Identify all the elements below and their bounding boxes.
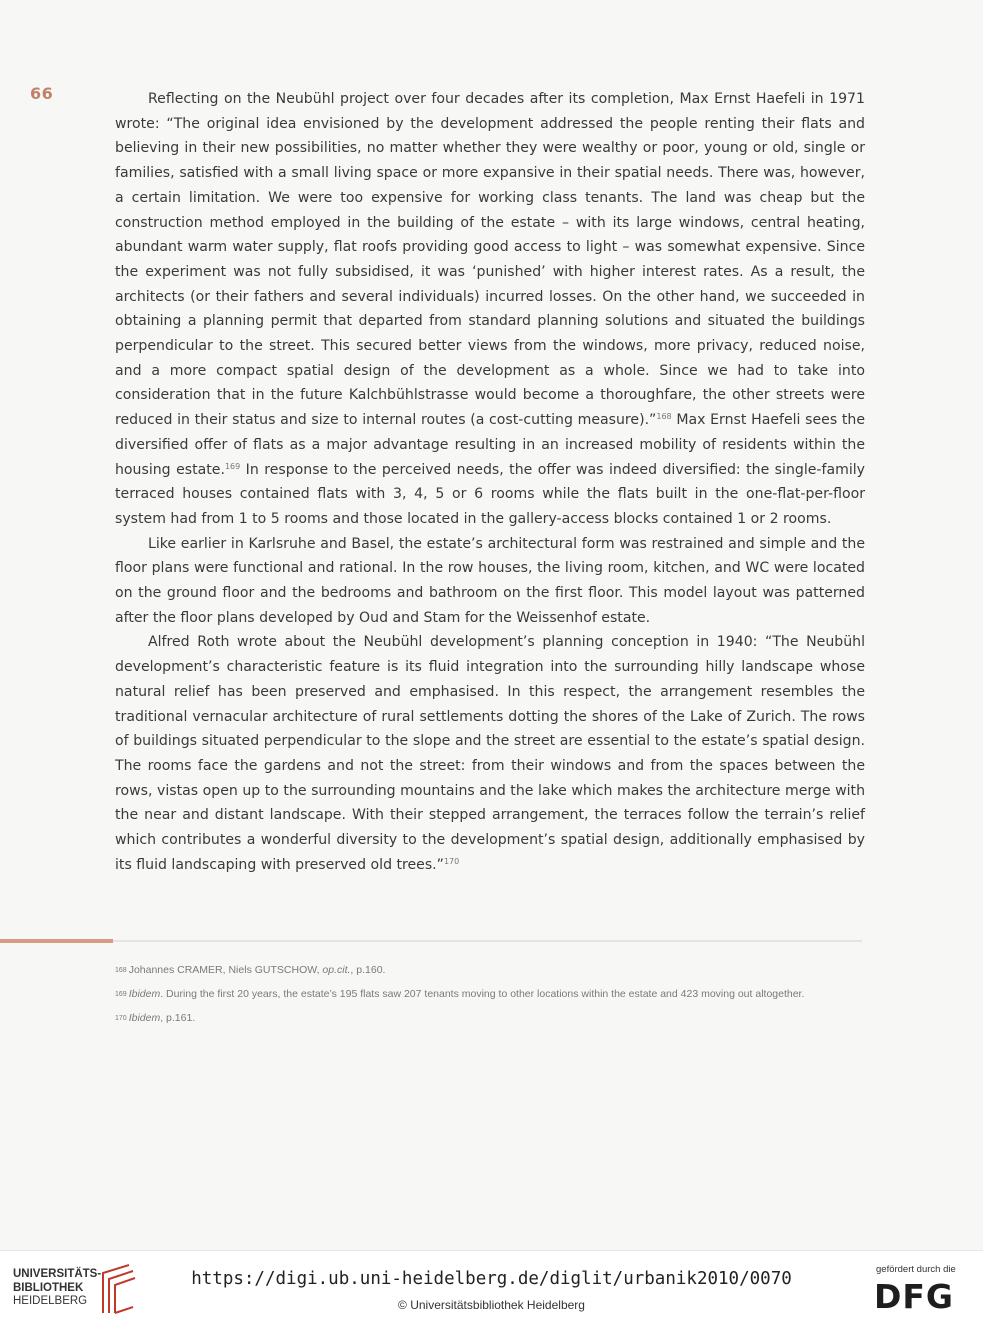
paragraph-1	[115, 87, 865, 532]
footnotes	[115, 962, 865, 1034]
page-number: 66	[30, 84, 54, 103]
footnote-separator	[0, 939, 862, 943]
library-line-2: BIBLIOTHEK	[13, 1281, 84, 1294]
body-text-run: In response to the perceived needs, the offer was indeed diversified: the single-family terraced houses contained flats with 3, 4, 5 or 6 rooms while the flats built in the one-flat-per-floor system had from 1 to 5 rooms and those located in the gallery-access blocks contained 1 or 2 rooms.	[115, 461, 865, 527]
footnote-reference[interactable]: 170	[443, 856, 460, 866]
footnote-text: , p.160.	[350, 964, 386, 976]
footnote-text: Ibidem	[128, 1012, 161, 1024]
copyright-notice: © Universitätsbibliothek Heidelberg	[398, 1298, 585, 1312]
footnote-170	[115, 1010, 865, 1027]
body-text-run: Max Ernst Haefeli sees the diversified offer of flats as a major advantage resulting in an increased mobility of residents within the housing estate.	[115, 412, 865, 478]
footnote-text: Johannes CRAMER, Niels GUTSCHOW,	[128, 964, 323, 976]
footnote-text: . During the first 20 years, the estate’s 195 flats saw 207 tenants moving to other locations within the estate and 423 moving out altogether.	[160, 988, 805, 1000]
footnote-168	[115, 962, 865, 979]
footnote-number: 168	[115, 967, 127, 974]
paragraph-2	[115, 532, 865, 631]
body-text-run: Reflecting on the Neubühl project over four decades after its completion, Max Ernst Haefeli in 1971 wrote: “The original idea envisioned by the development addressed the people renting their flats and believing in their new possibilities, no matter whether they were wealthy or poor, young or old, single or families, satisfied with a small living space or more expansive in their spatial needs. There was, however, a certain limitation. We were too expensive for working class tenants. The land was cheap but the construction method employed in the building of the estate – with its large windows, central heating, abundant warm water supply, flat roofs providing good access to light – was somewhat expensive. Since the experiment was not fully subsidised, it was ‘punished’ with higher interest rates. As a result, the architects (or their fathers and several individuals) incurred losses. On the other hand, we succeeded in obtaining a planning permit that departed from standard planning solutions and situated the buildings perpendicular to the street. This secured better views from the windows, more privacy, reduced noise, and a more compact spatial design of the development as a whole. Since we had to take into consideration that in the future Kalchbühlstrasse would become a thoroughfare, the other streets were reduced in their status and size to internal routes (a cost-cutting measure).”	[115, 91, 865, 429]
footer-bar	[0, 1250, 983, 1324]
body-text-run: Alfred Roth wrote about the Neubühl development’s planning conception in 1940: “The Neubühl development’s characteristic feature is its fluid integration into the surrounding hilly landscape whose natural relief has been preserved and emphasised. In this respect, the arrangement resembles the traditional vernacular architecture of rural settlements dotting the shores of the Lake of Zurich. The rows of buildings situated perpendicular to the slope and the street are essential to the estate’s spatial design. The rooms face the gardens and not the street: from their windows and from the spaces between the rows, vistas open up to the surrounding mountains and the lake which makes the architecture merge with the near and distant landscape. With their stepped arrangement, the terraces follow the terrain’s relief which contributes a wonderful diversity to the development’s spatial design, additionally emphasised by its fluid landscaping with preserved old trees.”	[115, 634, 865, 873]
dfg-logo: DFG	[874, 1277, 955, 1316]
separator-line	[113, 940, 862, 942]
source-url[interactable]: https://digi.ub.uni-heidelberg.de/diglit/urbanik2010/0070	[191, 1269, 792, 1289]
footnote-169	[115, 986, 865, 1003]
library-line-1: UNIVERSITÄTS-	[13, 1268, 102, 1280]
footnote-text: , p.161.	[160, 1012, 196, 1024]
footnote-text: Ibidem	[128, 988, 161, 1000]
footnote-reference[interactable]: 169	[224, 461, 241, 471]
library-line-3: HEIDELBERG	[13, 1295, 88, 1307]
footnote-text: op.cit.	[322, 964, 351, 976]
paragraph-3	[115, 630, 865, 877]
footnote-number: 169	[115, 991, 127, 998]
body-text	[115, 87, 865, 878]
body-text-run: Like earlier in Karlsruhe and Basel, the estate’s architectural form was restrained and simple and the floor plans were functional and rational. In the row houses, the living room, kitchen, and WC were located on the ground floor and the bedrooms and bathroom on the first floor. This model layout was patterned after the floor plans developed by Oud and Stam for the Weissenhof estate.	[115, 535, 865, 626]
separator-accent	[0, 939, 113, 943]
footnote-reference[interactable]: 168	[656, 412, 672, 422]
footnote-number: 170	[115, 1015, 127, 1022]
sponsor-label: gefördert durch die	[876, 1264, 956, 1275]
